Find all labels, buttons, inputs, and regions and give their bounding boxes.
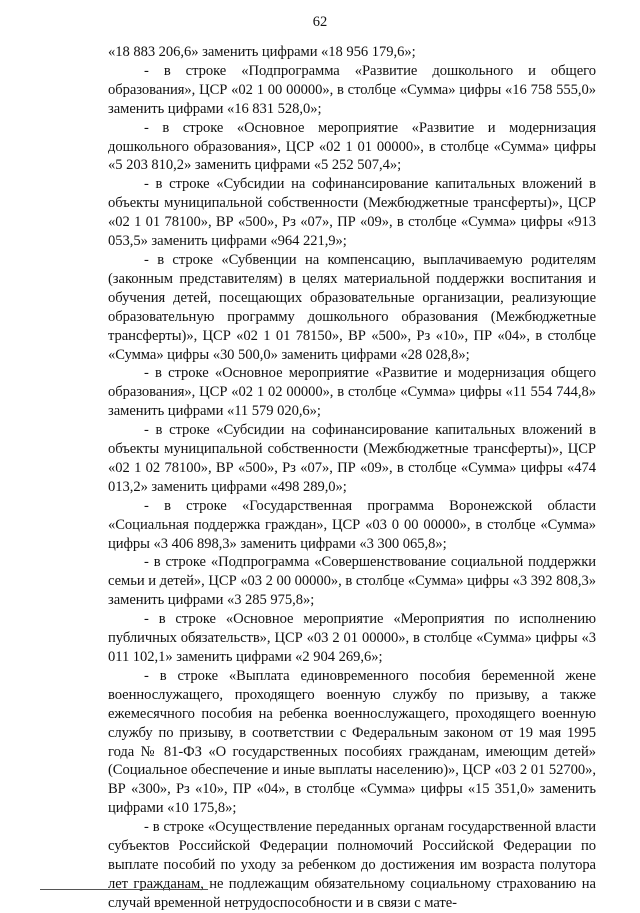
- paragraph: - в строке «Выплата единовременного пособия беременной жене военнослужащего, проходящего военную службу по призыву, а также ежемесячного пособия на ребенка военнослужащего, проходящего военную службу по призыву, в соответствии с Федеральным законом от 19 мая 1995 года № 81-ФЗ «О государственных пособиях гражданам, имеющим детей» (Социальное обеспечение и иные выплаты населению)», ЦСР «03 2 01 52700», ВР «300», Рз «10», ПР «04», в столбце «Сумма» цифры «15 351,0» заменить цифрами «10 175,8»;: [108, 667, 596, 817]
- footer-divider: [40, 889, 208, 890]
- paragraph: - в строке «Субсидии на софинансирование капитальных вложений в объекты муниципальной собственности (Межбюджетные трансферты)», ЦСР «02 1 01 78100», ВР «500», Рз «07», ПР «09», в столбце «Сумма» цифры «913 053,5» заменить цифрами «964 221,9»;: [108, 176, 596, 250]
- document-body: [108, 43, 596, 913]
- page-number: 62: [312, 14, 328, 30]
- paragraph: - в строке «Субсидии на софинансирование капитальных вложений в объекты муниципальной собственности (Межбюджетные трансферты)», ЦСР «02 1 02 78100», ВР «500», Рз «07», ПР «09», в столбце «Сумма» цифры «474 013,2» заменить цифрами «498 289,0»;: [108, 422, 596, 495]
- paragraph: - в строке «Основное мероприятие «Мероприятия по исполнению публичных обязательств», ЦСР «03 2 01 00000», в столбце «Сумма» цифры «3 011 102,1» заменить цифрами «2 904 269,6»;: [108, 611, 596, 665]
- paragraph: - в строке «Основное мероприятие «Развитие и модернизация дошкольного образования», ЦСР «02 1 01 00000», в столбце «Сумма» цифры «5 203 810,2» заменить цифрами «5 252 507,4»;: [108, 119, 596, 174]
- paragraph: - в строке «Осуществление переданных органам государственной власти субъектов Российской Федерации полномочий Российской Федерации по выплате пособий по уходу за ребенком до достижения им возраста полутора лет гражданам, не подлежащим обязательному социальному страхованию на случай временной нетрудоспособности и в связи с мате-: [108, 819, 596, 911]
- paragraph: - в строке «Субвенции на компенсацию, выплачиваемую родителям (законным представителям) в целях материальной поддержки воспитания и обучения детей, посещающих образовательные организации, реализующие образовательную программу дошкольного образования (Межбюджетные трансферты)», ЦСР «02 1 01 78150», ВР «500», Рз «10», ПР «04», в столбце «Сумма» цифры «30 500,0» заменить цифрами «28 028,8»;: [108, 251, 596, 363]
- paragraph: - в строке «Государственная программа Воронежской области «Социальная поддержка граждан», ЦСР «03 0 00 00000», в столбце «Сумма» цифры «3 406 898,3» заменить цифрами «3 300 065,8»;: [108, 497, 596, 552]
- paragraph: «18 883 206,6» заменить цифрами «18 956 179,6»;: [108, 44, 416, 60]
- paragraph: - в строке «Подпрограмма «Развитие дошкольного и общего образования», ЦСР «02 1 00 00000», в столбце «Сумма» цифры «16 758 555,0» заменить цифрами «16 831 528,0»;: [108, 62, 596, 117]
- paragraph: - в строке «Подпрограмма «Совершенствование социальной поддержки семьи и детей», ЦСР «03 2 00 00000», в столбце «Сумма» цифры «3 392 808,3» заменить цифрами «3 285 975,8»;: [108, 554, 596, 609]
- paragraph: - в строке «Основное мероприятие «Развитие и модернизация общего образования», ЦСР «02 1 02 00000», в столбце «Сумма» цифры «11 554 744,8» заменить цифрами «11 579 020,6»;: [108, 365, 596, 420]
